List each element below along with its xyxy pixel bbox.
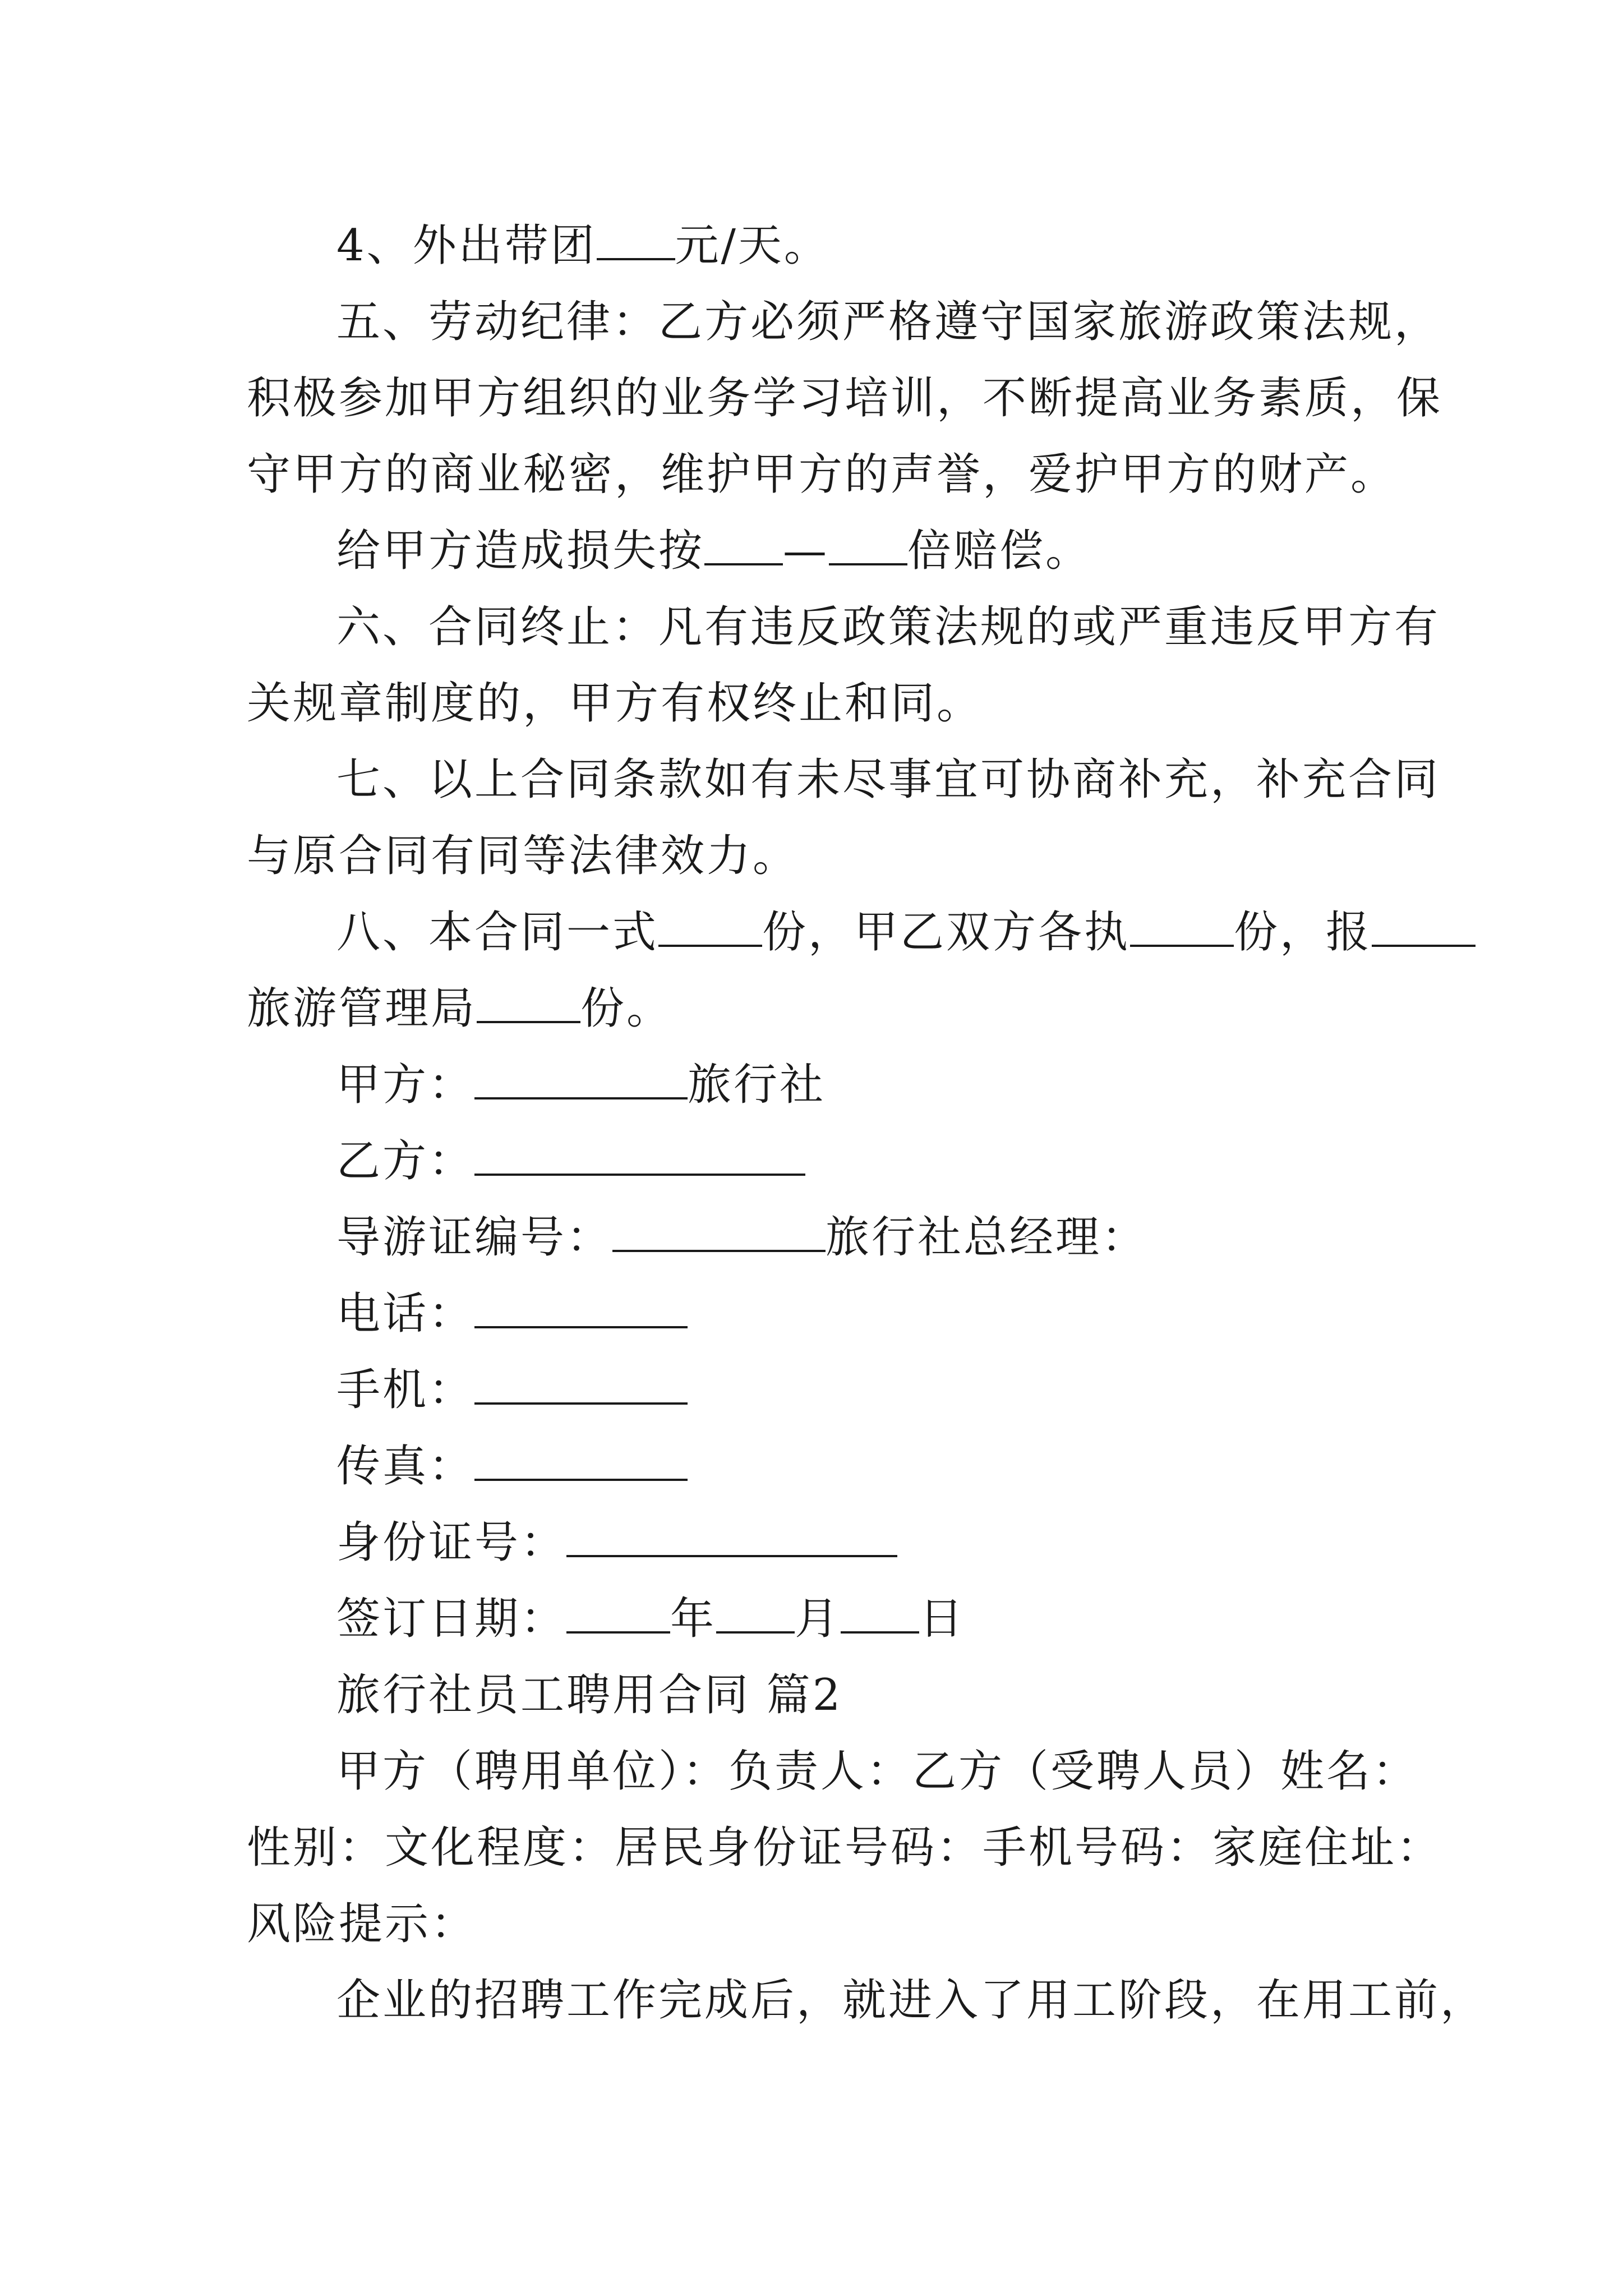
- label: 甲方：: [336, 1060, 475, 1110]
- blank-field: [597, 224, 675, 260]
- document-page: [247, 208, 1487, 2039]
- blank-field: [841, 1598, 919, 1634]
- paragraph-tour-pay: [247, 208, 1396, 284]
- text: 日: [919, 1594, 966, 1644]
- sign-date: [247, 1581, 1396, 1657]
- text: 年: [670, 1594, 717, 1644]
- sign-mobile: [247, 1352, 1396, 1428]
- sign-phone: [247, 1276, 1396, 1352]
- paragraph-parties-line2: 性别：文化程度：居民身份证号码：手机号码：家庭住址：: [247, 1823, 1443, 1873]
- text: 旅行社: [688, 1060, 826, 1110]
- section-title: 旅行社员工聘用合同 篇2: [336, 1670, 843, 1720]
- text: 倍赔偿。: [907, 526, 1092, 576]
- sign-party-b: [247, 1123, 1396, 1199]
- blank-field: [474, 1140, 805, 1176]
- blank-field: [474, 1369, 688, 1405]
- sign-party-a: [247, 1047, 1396, 1123]
- blank-field: [474, 1445, 688, 1481]
- label: 旅行社总经理：: [826, 1212, 1148, 1263]
- label: 乙方：: [336, 1136, 475, 1186]
- sign-fax: [247, 1428, 1396, 1504]
- paragraph-parties-line3: 风险提示：: [247, 1899, 477, 1949]
- text: 4、外出带团: [336, 220, 597, 271]
- text: 元/天。: [675, 220, 830, 271]
- blank-field: [1130, 911, 1234, 947]
- paragraph-termination-line1: 六、合同终止：凡有违反政策法规的或严重违反甲方有: [336, 602, 1441, 652]
- blank-field: [566, 1598, 670, 1634]
- label: 身份证号：: [336, 1517, 567, 1568]
- blank-field: [474, 1292, 688, 1328]
- paragraph-labor-discipline-line2: 积极参加甲方组织的业务学习培训，不断提高业务素质，保: [247, 373, 1443, 424]
- sign-guide-number: [247, 1199, 1396, 1276]
- label: 电话：: [336, 1289, 475, 1339]
- blank-field: [566, 1521, 897, 1557]
- label: 手机：: [336, 1365, 475, 1415]
- paragraph-hiring-line1: 企业的招聘工作完成后，就进入了用工阶段，在用工前，: [336, 1975, 1487, 2026]
- blank-field: [474, 1064, 688, 1099]
- text: 旅游管理局: [247, 983, 477, 1034]
- paragraph-copies-line1: [247, 894, 1396, 970]
- text: 月: [795, 1594, 841, 1644]
- blank-field: [612, 1216, 826, 1252]
- paragraph-supplement-line2: 与原合同有同等法律效力。: [247, 831, 799, 881]
- text: 份。: [580, 983, 673, 1034]
- blank-field: [1372, 911, 1476, 947]
- text: 份，报: [1234, 907, 1372, 958]
- paragraph-termination-line2: 关规章制度的，甲方有权终止和同。: [247, 678, 983, 729]
- sign-id-number: [247, 1504, 1396, 1581]
- blank-field: [477, 987, 580, 1023]
- label: 签订日期：: [336, 1594, 567, 1644]
- paragraph-supplement-line1: 七、以上合同条款如有未尽事宜可协商补充，补充合同: [336, 754, 1441, 805]
- paragraph-labor-discipline-line3: 守甲方的商业秘密，维护甲方的声誉，爱护甲方的财产。: [247, 449, 1397, 500]
- text: 给甲方造成损失按: [336, 526, 705, 576]
- blank-field: [658, 911, 762, 947]
- text: —: [783, 526, 829, 576]
- blank-field: [716, 1598, 795, 1634]
- blank-field: [704, 530, 783, 565]
- label: 导游证编号：: [336, 1212, 613, 1263]
- text: 份，甲乙双方各执: [762, 907, 1131, 958]
- paragraph-labor-discipline-line1: 五、劳动纪律：乙方必须严格遵守国家旅游政策法规，: [336, 297, 1441, 347]
- paragraph-parties-line1: 甲方（聘用单位）：负责人：乙方（受聘人员）姓名：: [336, 1746, 1419, 1797]
- paragraph-compensation: [247, 513, 1396, 589]
- blank-field: [829, 530, 907, 565]
- label: 传真：: [336, 1441, 475, 1492]
- text: 八、本合同一式: [336, 907, 659, 958]
- paragraph-copies-line2: [247, 970, 1396, 1047]
